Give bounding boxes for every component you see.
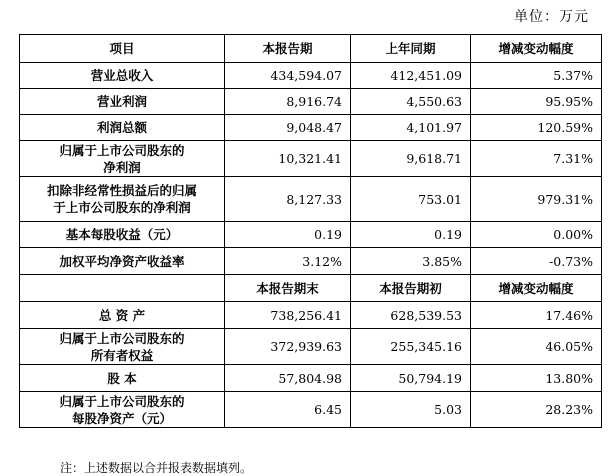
header-cell: 项目	[20, 35, 225, 63]
value-current: 372,939.63	[225, 329, 351, 365]
value-current: 0.19	[225, 222, 351, 248]
row-label: 归属于上市公司股东的 所有者权益	[20, 329, 225, 365]
value-change: 7.31%	[471, 141, 602, 177]
value-current: 10,321.41	[225, 141, 351, 177]
row-label: 基本每股收益（元）	[20, 222, 225, 248]
footnote: 注：上述数据以合并报表数据填列。	[60, 461, 253, 475]
table-row	[20, 302, 602, 329]
value-current: 434,594.07	[225, 63, 351, 89]
row-label: 股 本	[20, 365, 225, 392]
value-change: 28.23%	[471, 392, 602, 428]
value-prior: 753.01	[351, 177, 471, 222]
value-prior: 4,101.97	[351, 115, 471, 141]
value-change: 95.95%	[471, 89, 602, 115]
table-row	[20, 141, 602, 177]
unit-label: 单位：万元	[514, 9, 589, 25]
financial-summary-table	[19, 34, 602, 428]
value-current: 3.12%	[225, 248, 351, 275]
header-cell	[20, 275, 225, 302]
header-cell: 上年同期	[351, 35, 471, 63]
value-current: 738,256.41	[225, 302, 351, 329]
row-label: 营业总收入	[20, 63, 225, 89]
value-change: 5.37%	[471, 63, 602, 89]
table-row	[20, 248, 602, 275]
header-cell: 本报告期初	[351, 275, 471, 302]
value-prior: 628,539.53	[351, 302, 471, 329]
row-label: 加权平均净资产收益率	[20, 248, 225, 275]
table-row	[20, 392, 602, 428]
table-row	[20, 222, 602, 248]
header-cell: 本报告期	[225, 35, 351, 63]
value-prior: 5.03	[351, 392, 471, 428]
header-cell: 增减变动幅度	[471, 35, 602, 63]
value-prior: 412,451.09	[351, 63, 471, 89]
value-change: -0.73%	[471, 248, 602, 275]
table-row	[20, 115, 602, 141]
header-cell: 增减变动幅度	[471, 275, 602, 302]
row-label: 归属于上市公司股东的 净利润	[20, 141, 225, 177]
table-row	[20, 365, 602, 392]
header-cell: 本报告期末	[225, 275, 351, 302]
value-change: 13.80%	[471, 365, 602, 392]
row-label: 总 资 产	[20, 302, 225, 329]
row-label: 归属于上市公司股东的 每股净资产（元）	[20, 392, 225, 428]
table-row	[20, 177, 602, 222]
value-prior: 9,618.71	[351, 141, 471, 177]
value-prior: 0.19	[351, 222, 471, 248]
table-row	[20, 63, 602, 89]
value-change: 17.46%	[471, 302, 602, 329]
value-change: 46.05%	[471, 329, 602, 365]
value-prior: 255,345.16	[351, 329, 471, 365]
value-prior: 3.85%	[351, 248, 471, 275]
row-label: 营业利润	[20, 89, 225, 115]
value-change: 120.59%	[471, 115, 602, 141]
value-current: 6.45	[225, 392, 351, 428]
value-prior: 50,794.19	[351, 365, 471, 392]
value-current: 57,804.98	[225, 365, 351, 392]
value-current: 9,048.47	[225, 115, 351, 141]
value-change: 0.00%	[471, 222, 602, 248]
table-subheader-row	[20, 275, 602, 302]
value-current: 8,127.33	[225, 177, 351, 222]
row-label: 扣除非经常性损益后的归属 于上市公司股东的净利润	[20, 177, 225, 222]
table-header-row	[20, 35, 602, 63]
table-row	[20, 329, 602, 365]
value-prior: 4,550.63	[351, 89, 471, 115]
value-current: 8,916.74	[225, 89, 351, 115]
row-label: 利润总额	[20, 115, 225, 141]
value-change: 979.31%	[471, 177, 602, 222]
table-row	[20, 89, 602, 115]
